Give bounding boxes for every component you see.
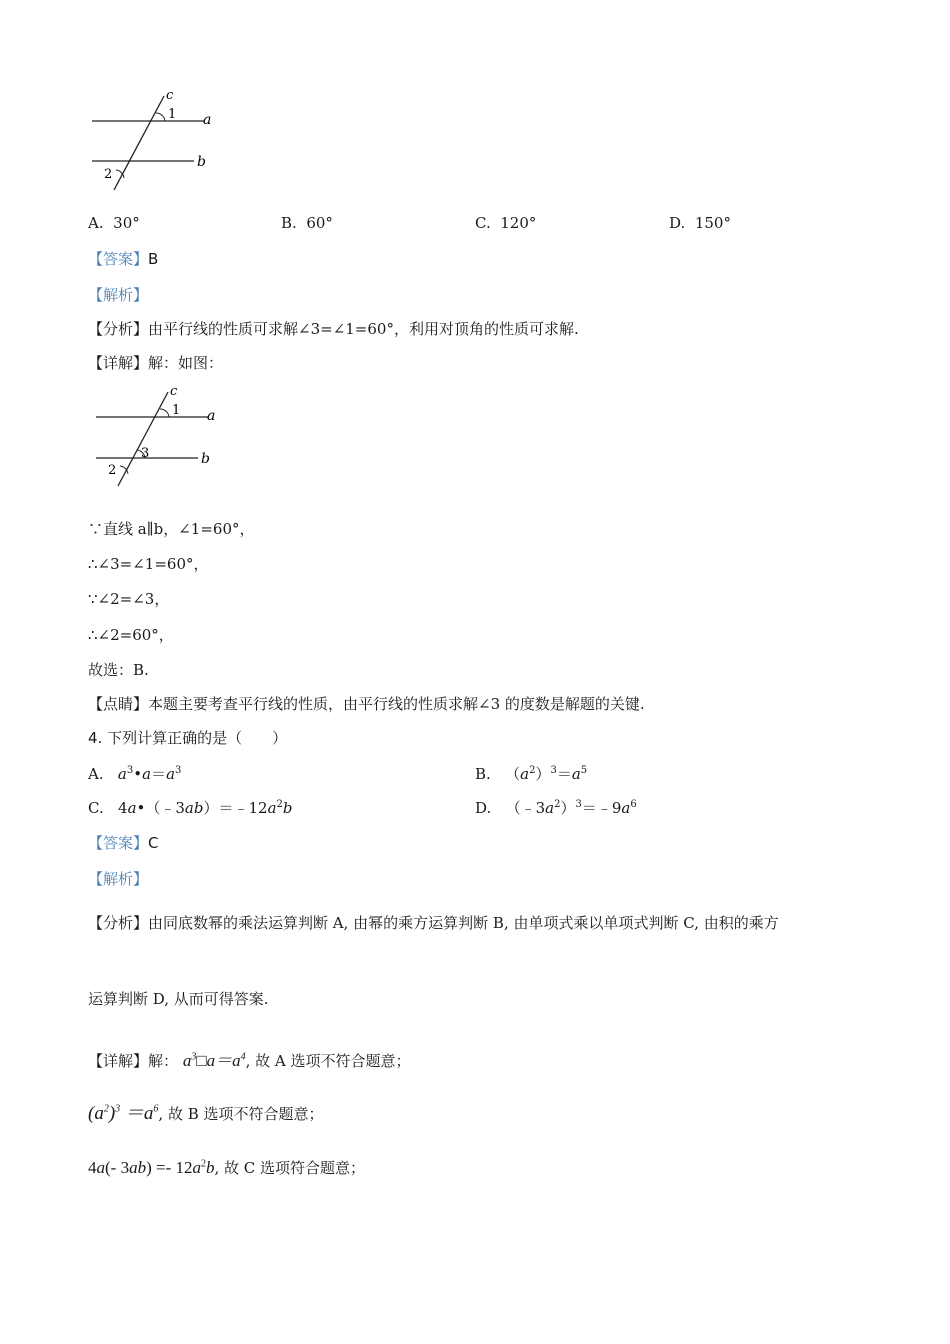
label-1: 1 [172,403,181,418]
q4-option-c: C. $4a•(﹣3ab)=﹣12a^2b$ [88,799,293,817]
answer-tag: 【答案】 [88,834,149,852]
analysis-tag: 【解析】 [88,286,149,304]
option-letter: D. [669,214,686,232]
step-1: ∵直线 a∥b，∠1=60°， [88,520,255,538]
detail-line [88,352,223,373]
formula-b: $(a^2)^3 =a^6$ [88,1103,159,1124]
detail-text: 解：如图： [148,354,224,372]
step-3: ∵∠2=∠3， [88,590,170,608]
label-c: c [166,88,174,103]
dianjing-tag: 【点睛】 [88,695,149,713]
formula-a: $a^3□a=a^4$ [182,1051,246,1070]
option-letter: C. [475,214,491,232]
detail-c-suffix: , 故 C 选项符合题意； [214,1159,366,1177]
q4-option-b: B. $(a^2)^3=a^5$ [475,765,588,783]
label-a: a [203,112,212,128]
q4-fenxi-line1 [88,912,779,933]
option-text: 60° [306,214,333,232]
option-letter: A. [88,214,104,232]
answer-tag: 【答案】 [88,250,149,268]
fenxi-text: 由同底数幂的乘法运算判断 A, 由幂的乘方运算判断 B, 由单项式乘以单项式判断 C, 由积的乘方 [148,914,779,932]
q4-detail-b [88,1098,324,1125]
dianjing-line [88,693,645,714]
label-1: 1 [168,107,177,122]
detail-tag: 【详解】 [88,1052,149,1070]
answer-value: B [148,250,159,268]
label-2: 2 [108,463,117,478]
formula-c: 4a(- $3ab) =- 12a^2b$ [88,1158,215,1177]
fenxi-line [88,318,579,339]
step-2: ∴∠3=∠1=60°， [88,555,209,573]
fenxi-text: 由平行线的性质可求解∠3=∠1=60°，利用对顶角的性质可求解. [148,320,579,338]
q4-fenxi-line2: 运算判断 D, 从而可得答案. [88,990,269,1008]
figure-parallel-lines-2 [90,382,230,492]
option-letter: B. [281,214,297,232]
detail-prefix: 解： [148,1052,179,1070]
detail-a-suffix: , 故 A 选项不符合题意； [245,1052,411,1070]
label-2: 2 [104,167,113,182]
figure-parallel-lines-1 [86,86,226,196]
q4-detail-a [88,1046,411,1071]
fenxi-tag: 【分析】 [88,914,149,932]
fenxi-tag: 【分析】 [88,320,149,338]
detail-tag: 【详解】 [88,354,149,372]
option-text: 120° [500,214,537,232]
q4-detail-c [88,1157,365,1178]
option-b [281,214,333,232]
label-a: a [207,408,216,424]
q4-option-d: D. $(﹣3a^2)^3=﹣9a^6$ [475,799,637,817]
q4-answer-line [88,832,159,853]
option-d [669,214,731,232]
q4-option-a: A. $a^3•a=a^3$ [88,765,182,783]
label-3: 3 [141,446,150,461]
step-4: ∴∠2=60°， [88,626,174,644]
answer-value: C [148,834,159,852]
q4-stem: 4. 下列计算正确的是（ ） [88,729,288,747]
label-b: b [201,451,210,467]
answer-line [88,248,158,269]
step-5: 故选：B. [88,661,149,679]
detail-b-suffix: , 故 B 选项不符合题意； [158,1105,324,1123]
option-text: 150° [694,214,731,232]
label-b: b [197,154,206,170]
dianjing-text: 本题主要考查平行线的性质，由平行线的性质求解∠3 的度数是解题的关键. [148,695,645,713]
option-text: 30° [113,214,140,232]
label-c: c [170,384,178,399]
option-a [88,214,140,232]
option-c [475,214,536,232]
q4-analysis-tag: 【解析】 [88,870,149,888]
